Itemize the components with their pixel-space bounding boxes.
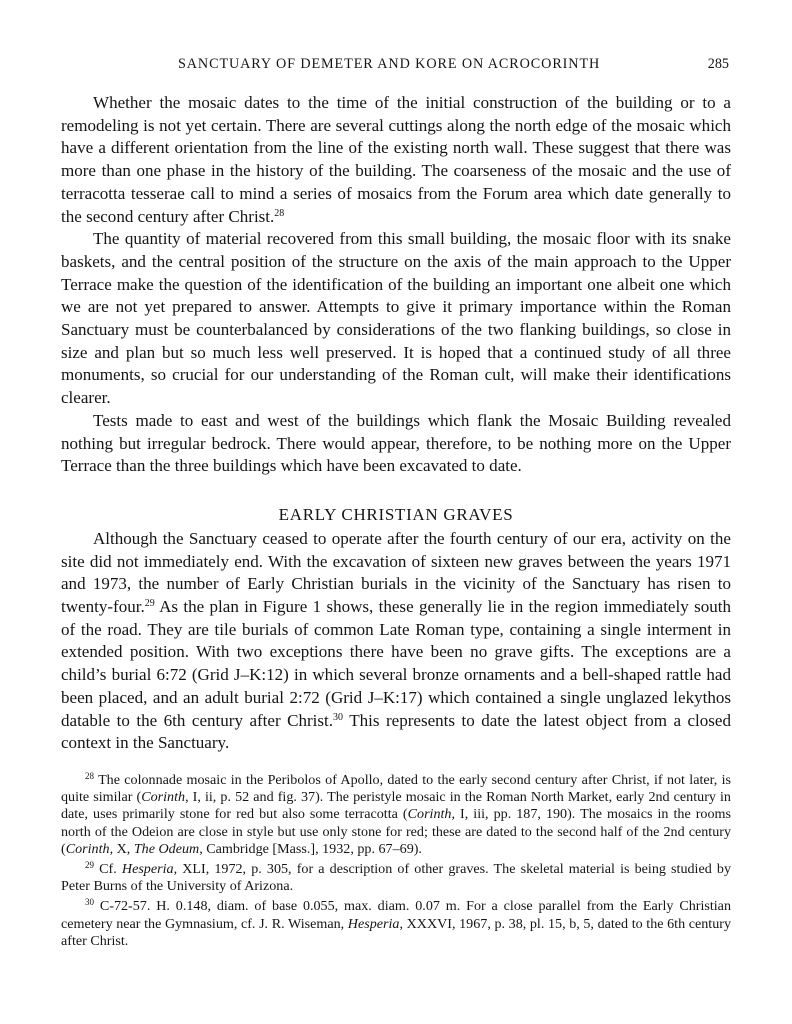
footnote-30	[61, 898, 731, 950]
paragraph-text: This represents to date the latest object from a closed context in the Sanctuary.	[61, 710, 731, 753]
footnote-ref-29[interactable]: 29	[144, 598, 155, 610]
page	[61, 56, 731, 953]
paragraph-text: As the plan in Figure 1 shows, these generally lie in the region immediately south of the road. They are tile burials of common Late Roman type, containing a single interment in extended position. With two exceptions there have been no grave gifts. The exceptions are a child’s burial 6:72 (Grid J–K:12) in which several bronze ornaments and a bell-shaped rattle had been placed, and an adult burial 2:72 (Grid J–K:17) which contained a single unglazed lekythos datable to the 6th century after Christ.	[61, 597, 731, 730]
footnotes	[61, 772, 731, 950]
footnote-number: 30	[85, 897, 94, 908]
footnote-text: , XLI, 1972, p. 305, for a description of other graves. The skeletal material is being studied by Peter Burns of the University of Arizona.	[61, 861, 731, 895]
page-number: 285	[707, 56, 729, 72]
citation-title: Hesperia	[347, 915, 400, 932]
paragraph-text: Whether the mosaic dates to the time of the initial construction of the building or to a remodeling is not yet certain. There are several cuttings along the north edge of the mosaic which have a different orientation from the line of the existing north wall. These suggest that there was more than one phase in the history of the building. The coarseness of the mosaic and the use of terracotta tesserae call to mind a series of mosaics from the Forum area which date generally to the second century after Christ.	[61, 93, 731, 226]
footnote-ref-28[interactable]: 28	[274, 207, 285, 219]
footnote-text: , I, iii, pp. 187, 190). The mosaics in the rooms north of the Odeion are close in style but use only stone for red; these are dated to the second half of the 2nd century (	[61, 806, 731, 857]
main-text	[61, 92, 731, 755]
citation-title: Corinth	[407, 806, 452, 823]
citation-title: The Odeum	[133, 840, 200, 857]
citation-title: Hesperia	[121, 861, 174, 877]
footnote-text: The colonnade mosaic in the Peribolos of Apollo, dated to the early second century after Christ, if not later, is quite similar (	[61, 771, 731, 806]
footnote-number: 29	[85, 860, 94, 870]
paragraph-text: Although the Sanctuary ceased to operate after the fourth century of our era, activity on the site did not immediately end. With the excavation of sixteen new graves between the years 1971 and 1973, the number of Early Christian burials in the vicinity of the Sanctuary has risen to twenty-four.	[61, 528, 731, 617]
footnote-text: , I, ii, p. 52 and fig. 37). The peristyle mosaic in the Roman North Market, early 2nd century in date, uses primarily stone for red but also some terracotta (	[61, 789, 731, 823]
citation-title: Corinth	[65, 840, 110, 857]
paragraph-tests: Tests made to east and west of the buildings which flank the Mosaic Building revealed nothing but irregular bedrock. There would appear, therefore, to be nothing more on the Upper Terrace than the three buildings which have been excavated to date.	[61, 410, 731, 476]
footnote-text: C-72-57. H. 0.148, diam. of base 0.055, max. diam. 0.07 m. For a close parallel from the Early Christian cemetery near the Gymnasium, cf. J. R. Wiseman,	[61, 898, 731, 932]
citation-title: Corinth	[141, 789, 186, 806]
footnote-text: , Cambridge [Mass.], 1932, pp. 67–69).	[199, 840, 422, 857]
footnote-text: , X,	[109, 840, 134, 857]
running-header	[61, 56, 731, 82]
footnote-28	[61, 772, 731, 858]
footnote-text: Cf.	[94, 861, 122, 877]
running-title: SANCTUARY OF DEMETER AND KORE ON ACROCORINTH	[178, 56, 601, 72]
paragraph-building-identification: The quantity of material recovered from this small building, the mosaic floor with its snake baskets, and the central position of the structure on the axis of the main approach to the Upper Terrace make the question of the identification of the building an important one albeit one which we are not yet prepared to answer. Attempts to give it primary importance within the Roman Sanctuary must be counterbalanced by considerations of the two flanking buildings, so close in size and plan but so much less well preserved. It is hoped that a continued study of all three monuments, so crucial for our understanding of the Roman cult, will make their identifications clearer.	[61, 229, 731, 408]
footnote-text: , XXXVI, 1967, p. 38, pl. 15, b, 5, dated to the 6th century after Christ.	[61, 915, 731, 949]
footnote-29	[61, 861, 731, 895]
paragraph-mosaic-date	[61, 92, 731, 228]
section-heading: EARLY CHRISTIAN GRAVES	[278, 504, 514, 524]
paragraph-graves	[61, 528, 731, 755]
footnote-ref-30[interactable]: 30	[333, 711, 344, 723]
footnote-number: 28	[85, 770, 94, 781]
